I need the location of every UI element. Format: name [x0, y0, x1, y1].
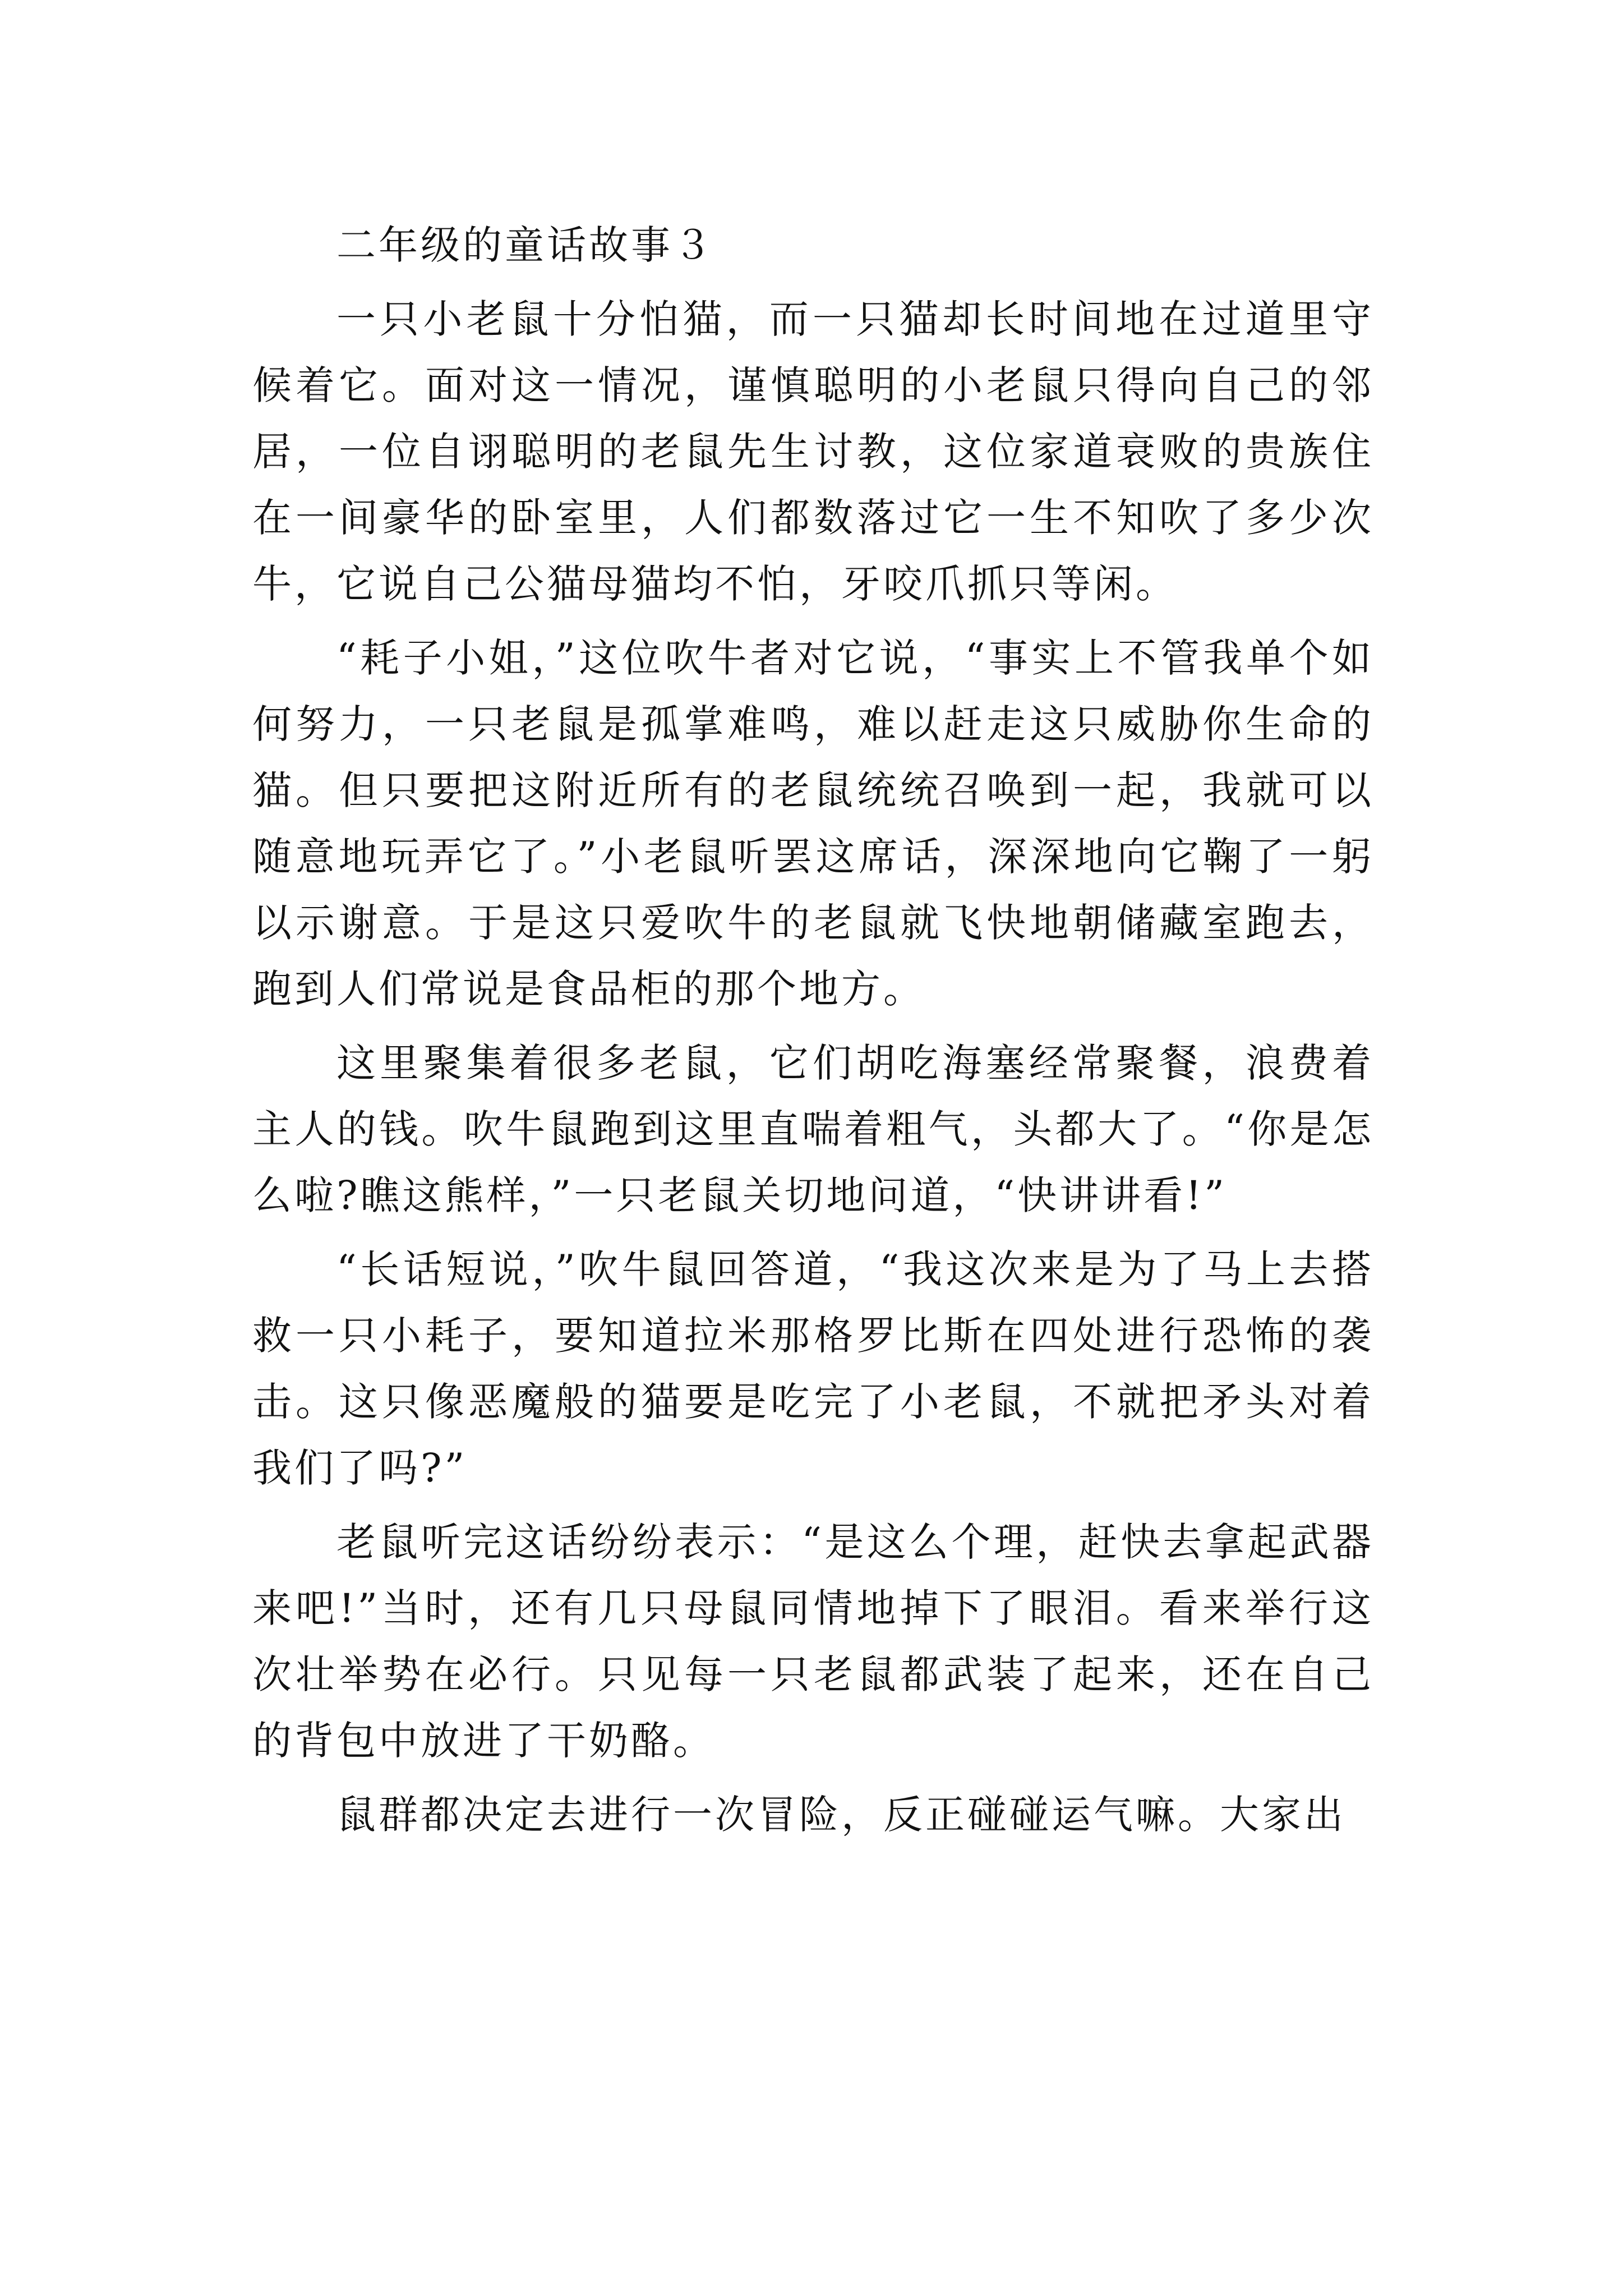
paragraph-1: 一只小老鼠十分怕猫，而一只猫却长时间地在过道里守候着它。面对这一情况，谨慎聪明的小老鼠只得向自己的邻居，一位自诩聪明的老鼠先生讨教，这位家道衰败的贵族住在一间豪华的卧室里，人们都数落过它一生不知吹了多少次牛，它说自己公猫母猫均不怕，牙咬爪抓只等闲。 [252, 296, 1374, 607]
document-title: 二年级的童话故事３ [336, 222, 715, 268]
paragraph-4: “长话短说，”吹牛鼠回答道，“我这次来是为了马上去搭救一只小耗子，要知道拉米那格罗比斯在四处进行恐怖的袭击。这只像恶魔般的猫要是吃完了小老鼠，不就把矛头对着我们了吗?” [252, 1246, 1374, 1491]
paragraph-6: 鼠群都决定去进行一次冒险，反正碰碰运气嘛。大家出 [336, 1792, 1346, 1838]
paragraph-3: 这里聚集着很多老鼠，它们胡吃海塞经常聚餐，浪费着主人的钱。吹牛鼠跑到这里直喘着粗气，头都大了。“你是怎么啦?瞧这熊样，”一只老鼠关切地问道，“快讲讲看!” [252, 1040, 1374, 1218]
document-body [252, 212, 1374, 1856]
paragraph-2: “耗子小姐，”这位吹牛者对它说，“事实上不管我单个如何努力，一只老鼠是孤掌难鸣，难以赶走这只威胁你生命的猫。但只要把这附近所有的老鼠统统召唤到一起，我就可以随意地玩弄它了。”小老鼠听罢这席话，深深地向它鞠了一躬以示谢意。于是这只爱吹牛的老鼠就飞快地朝储藏室跑去，跑到人们常说是食品柜的那个地方。 [252, 635, 1374, 1012]
paragraph-5: 老鼠听完这话纷纷表示：“是这么个理，赶快去拿起武器来吧!”当时，还有几只母鼠同情地掉下了眼泪。看来举行这次壮举势在必行。只见每一只老鼠都武装了起来，还在自己的背包中放进了干奶酪。 [252, 1519, 1374, 1764]
